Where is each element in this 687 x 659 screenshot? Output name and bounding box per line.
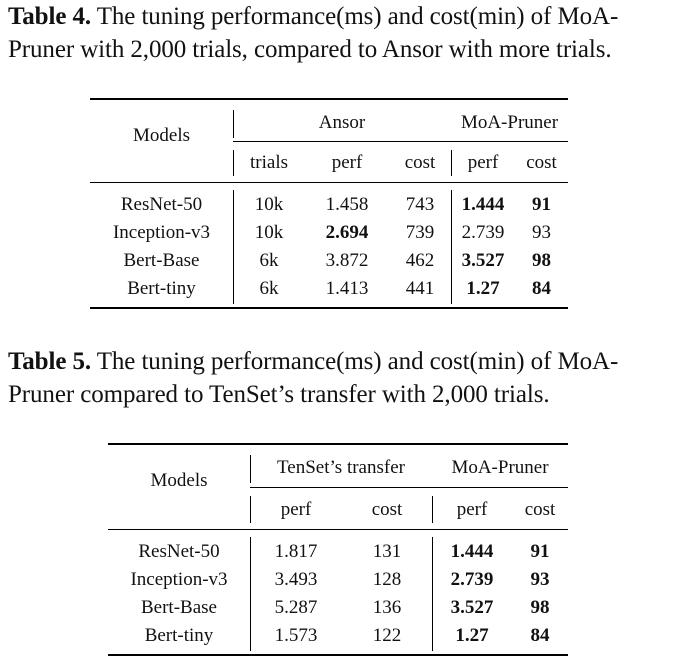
row-model: ResNet-50 (138, 541, 220, 562)
row-tenset-cost: 136 (372, 597, 402, 618)
table-4 (90, 98, 568, 310)
col-header-moa-perf: perf (456, 499, 488, 520)
row-moa-cost: 91 (532, 194, 551, 215)
row-tenset-cost: 128 (372, 569, 402, 590)
row-moa-perf: 2.739 (450, 569, 494, 590)
group-rule (250, 487, 568, 488)
row-model: Inception-v3 (112, 222, 211, 243)
row-ansor-cost: 739 (405, 222, 435, 243)
row-ansor-cost: 441 (405, 278, 435, 299)
bottom-rule (90, 307, 568, 309)
row-moa-perf: 1.27 (455, 625, 489, 646)
row-model: Bert-Base (123, 250, 200, 271)
row-moa-perf: 2.739 (461, 222, 505, 243)
row-tenset-perf: 3.493 (274, 569, 318, 590)
row-moa-cost: 84 (532, 278, 551, 299)
row-model: Bert-Base (141, 597, 217, 618)
header-rule (90, 182, 568, 183)
row-ansor-perf: 1.458 (325, 194, 369, 215)
row-trials: 6k (259, 278, 279, 299)
row-trials: 6k (259, 250, 279, 271)
row-moa-perf: 1.27 (466, 278, 500, 299)
row-tenset-cost: 122 (372, 625, 402, 646)
row-model: Bert-tiny (144, 625, 214, 646)
row-ansor-perf: 3.872 (325, 250, 369, 271)
col-header-moa-cost: cost (524, 499, 556, 520)
table-4-label: Table 4. (8, 3, 92, 30)
col-header-tenset-cost: cost (371, 499, 403, 520)
col-header-tenset-perf: perf (280, 499, 312, 520)
col-header-moa-cost: cost (526, 152, 557, 173)
row-tenset-perf: 1.573 (274, 625, 318, 646)
row-model: ResNet-50 (120, 194, 203, 215)
row-moa-cost: 93 (530, 569, 550, 590)
models-header: Models (133, 125, 190, 146)
header-rule (108, 529, 568, 530)
col-header-ansor-cost: cost (404, 152, 436, 173)
table-4-caption (8, 0, 680, 66)
moa-group-header: MoA-Pruner (460, 112, 559, 133)
col-header-moa-perf: perf (467, 152, 499, 173)
row-model: Bert-tiny (127, 278, 196, 299)
table-4-caption-text: The tuning performance(ms) and cost(min) of MoA-Pruner with 2,000 trials, compared to Ansor with more trials. (8, 3, 619, 63)
models-header: Models (150, 470, 208, 491)
bottom-rule (108, 654, 568, 656)
row-ansor-cost: 462 (405, 250, 435, 271)
row-moa-cost: 98 (532, 250, 551, 271)
moa-group-header: MoA-Pruner (451, 457, 549, 478)
group-rule (233, 141, 568, 142)
tenset-group-header: TenSet’s transfer (277, 457, 405, 478)
table-5-label: Table 5. (8, 348, 92, 375)
col-header-trials: trials (250, 152, 288, 173)
col-header-ansor-perf: perf (331, 152, 363, 173)
row-trials: 10k (254, 222, 284, 243)
top-rule (108, 443, 568, 445)
row-model: Inception-v3 (130, 569, 228, 590)
row-moa-perf: 1.444 (461, 194, 505, 215)
row-moa-perf: 1.444 (450, 541, 494, 562)
row-moa-perf: 3.527 (450, 597, 494, 618)
row-trials: 10k (254, 194, 284, 215)
ansor-group-header: Ansor (318, 112, 366, 133)
table-5 (108, 443, 568, 657)
row-moa-cost: 98 (530, 597, 550, 618)
top-rule (90, 98, 568, 100)
row-tenset-perf: 5.287 (274, 597, 318, 618)
row-moa-cost: 93 (532, 222, 551, 243)
row-moa-cost: 84 (530, 625, 550, 646)
row-moa-cost: 91 (530, 541, 550, 562)
row-tenset-perf: 1.817 (274, 541, 318, 562)
row-ansor-perf: 2.694 (325, 222, 369, 243)
row-moa-perf: 3.527 (461, 250, 505, 271)
table-5-caption (8, 345, 680, 411)
table-5-caption-text: The tuning performance(ms) and cost(min) of MoA-Pruner compared to TenSet’s transfer with 2,000 trials. (8, 348, 619, 408)
row-ansor-cost: 743 (405, 194, 435, 215)
row-ansor-perf: 1.413 (325, 278, 369, 299)
row-tenset-cost: 131 (372, 541, 402, 562)
